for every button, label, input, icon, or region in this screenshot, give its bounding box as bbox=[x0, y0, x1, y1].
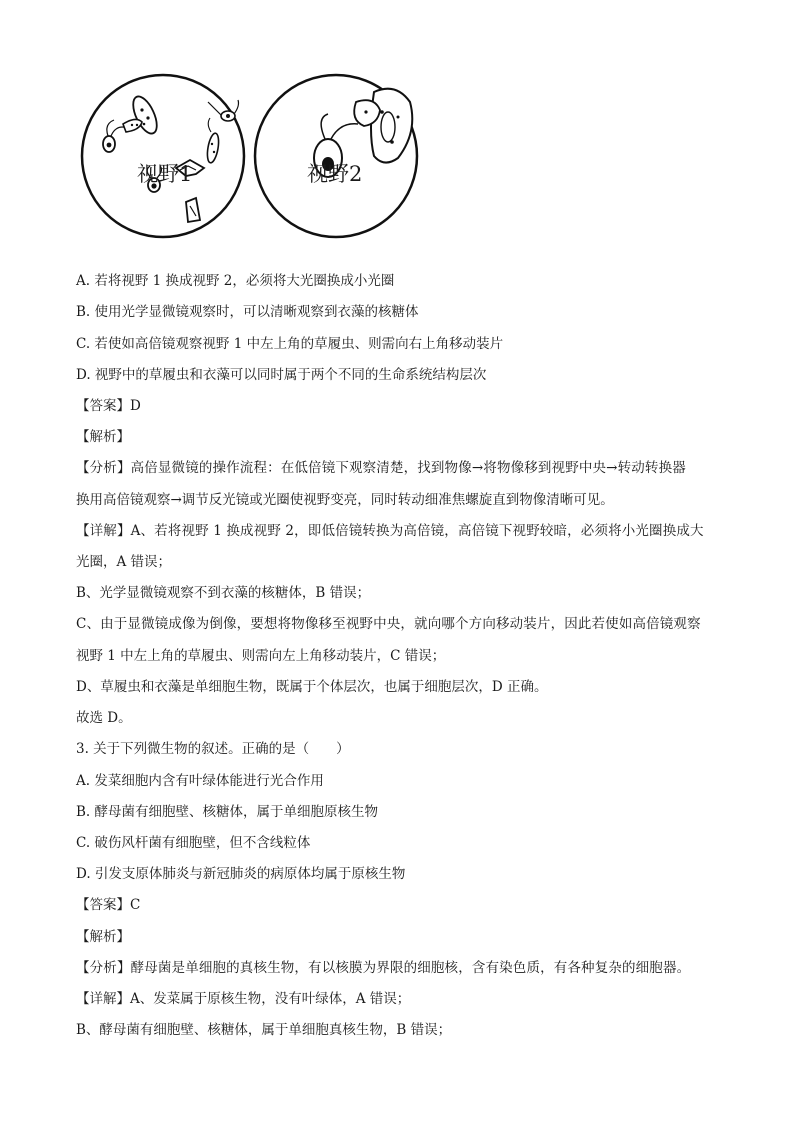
microscope-figure bbox=[78, 72, 423, 262]
q2-detail-line-7: 故选 D。 bbox=[76, 710, 132, 726]
q2-analysis-title: 【解析】 bbox=[76, 429, 130, 445]
q2-answer: 【答案】D bbox=[76, 398, 141, 414]
q2-detail-line-2: 光圈，A 错误； bbox=[76, 554, 172, 570]
q2-option-b: B. 使用光学显微镜观察时，可以清晰观察到衣藻的核糖体 bbox=[76, 304, 419, 320]
q2-option-c: C. 若使如高倍镜观察视野 1 中左上角的草履虫、则需向右上角移动装片 bbox=[76, 336, 504, 352]
q3-detail-line-1: 【详解】A、发菜属于原核生物，没有叶绿体，A 错误； bbox=[76, 991, 411, 1007]
q3-option-c: C. 破伤风杆菌有细胞壁，但不含线粒体 bbox=[76, 835, 311, 851]
q2-detail-line-4: C、由于显微镜成像为倒像，要想将物像移至视野中央，就向哪个方向移动装片，因此若使如高倍镜观察 bbox=[76, 616, 701, 632]
q3-detail-line-2: B、酵母菌有细胞壁、核糖体，属于单细胞真核生物，B 错误； bbox=[76, 1022, 452, 1038]
q2-analysis-line-2: 换用高倍镜观察→调节反光镜或光圈使视野变亮，同时转动细准焦螺旋直到物像清晰可见。 bbox=[76, 492, 614, 508]
q3-analysis-title: 【解析】 bbox=[76, 929, 130, 945]
figure-label-1: 视野1 bbox=[137, 162, 193, 186]
q2-detail-line-6: D、草履虫和衣藻是单细胞生物，既属于个体层次，也属于细胞层次，D 正确。 bbox=[76, 679, 548, 695]
q3-stem: 3. 关于下列微生物的叙述。正确的是（ ） bbox=[76, 741, 350, 757]
q2-option-a: A. 若将视野 1 换成视野 2，必须将大光圈换成小光圈 bbox=[76, 273, 395, 289]
q2-detail-line-1: 【详解】A、若将视野 1 换成视野 2，即低倍镜转换为高倍镜，高倍镜下视野较暗，必须将小光圈换成大 bbox=[76, 523, 704, 539]
q3-option-a: A. 发菜细胞内含有叶绿体能进行光合作用 bbox=[76, 773, 324, 789]
q3-option-b: B. 酵母菌有细胞壁、核糖体，属于单细胞原核生物 bbox=[76, 804, 379, 820]
microscope-fields-svg bbox=[78, 72, 423, 262]
field-1-circle bbox=[82, 75, 244, 237]
q2-option-d: D. 视野中的草履虫和衣藻可以同时属于两个不同的生命系统结构层次 bbox=[76, 367, 487, 383]
q3-analysis-line: 【分析】酵母菌是单细胞的真核生物，有以核膜为界限的细胞核，含有染色质，有各种复杂的细胞器。 bbox=[76, 960, 691, 976]
q3-option-d: D. 引发支原体肺炎与新冠肺炎的病原体均属于原核生物 bbox=[76, 866, 406, 882]
figure-label-2: 视野2 bbox=[307, 162, 363, 186]
q2-detail-line-3: B、光学显微镜观察不到衣藻的核糖体，B 错误； bbox=[76, 585, 371, 601]
q3-answer: 【答案】C bbox=[76, 897, 141, 913]
q2-analysis-line-1: 【分析】高倍显微镜的操作流程：在低倍镜下观察清楚，找到物像→将物像移到视野中央→转动转换器 bbox=[76, 460, 686, 476]
q2-detail-line-5: 视野 1 中左上角的草履虫、则需向左上角移动装片，C 错误； bbox=[76, 648, 446, 664]
